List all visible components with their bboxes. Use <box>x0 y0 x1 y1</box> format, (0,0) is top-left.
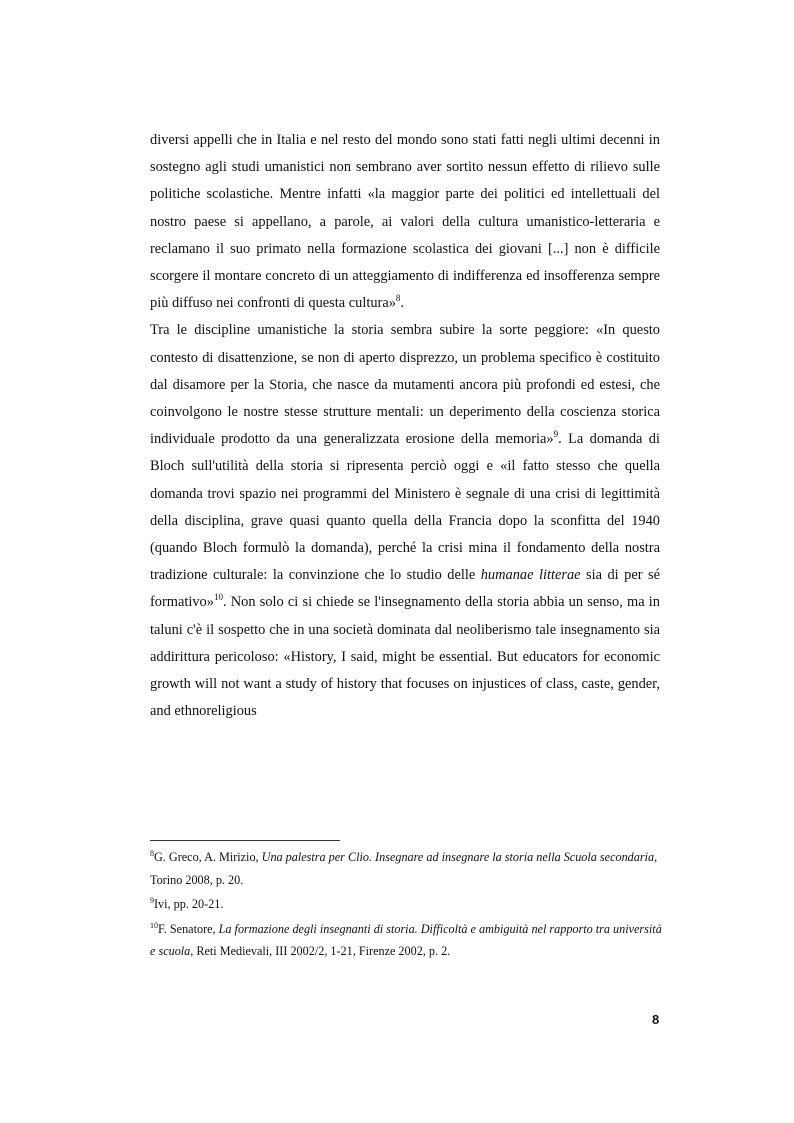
footnote-8 <box>150 846 662 891</box>
footnote-number: 8 <box>150 848 154 858</box>
paragraph-2 <box>150 317 660 725</box>
footnote-ref-10[interactable]: 10 <box>213 592 223 603</box>
footnote-number: 9 <box>150 895 154 905</box>
footnote-ref-9[interactable]: 9 <box>553 429 559 440</box>
paragraph-1-text: diversi appelli che in Italia e nel resto del mondo sono stati fatti negli ultimi decenni in sostegno agli studi umanistici non sembrano aver sortito nessun effetto di rilievo sulle politiche scolastiche. Mentre infatti «la maggior parte dei politici ed intellettuali del nostro paese si appellano, a parole, ai valori della cultura umanistico-letteraria e reclamano il suo primato nella formazione scolastica dei giovani [...] non è difficile scorgere il montare concreto di un atteggiamento di indifferenza ed insofferenza sempre più diffuso nei confronti di questa cultura» <box>150 132 660 312</box>
footnote-separator <box>150 840 340 841</box>
page-number: 8 <box>652 1012 660 1027</box>
footnote-text-end: Reti Medievali, III 2002/2, 1-21, Firenze 2002, p. 2. <box>193 944 451 958</box>
paragraph-2-italic: humanae litterae <box>480 567 581 584</box>
footnote-9 <box>150 893 662 916</box>
body-text <box>150 127 660 725</box>
paragraph-2-text-a: Tra le discipline umanistiche la storia sembra subire la sorte peggiore: «In questo contesto di disattenzione, se non di aperto disprezzo, un problema specifico è costituito dal disamore per la Storia, che nasce da mutamenti ancora più profondi ed estesi, che coinvolgono le nostre stesse strutture mentali: un deperimento della coscienza storica individuale prodotto da una generalizzata erosione della memoria» <box>150 322 660 448</box>
footnote-title: La formazione degli insegnanti di storia. Difficoltà e ambiguità nel rapporto tra università e scuola, <box>150 921 662 958</box>
footnote-text: G. Greco, A. Mirizio, <box>154 850 262 864</box>
footnote-text-end: , Torino 2008, p. 20. <box>150 850 658 887</box>
footnotes <box>150 846 662 965</box>
footnote-text: F. Senatore, <box>158 921 219 936</box>
paragraph-2-text-c: sia di per sé formativo» <box>150 567 661 611</box>
footnote-ref-8[interactable]: 8 <box>395 293 401 304</box>
footnote-number: 10 <box>150 920 158 930</box>
footnote-10 <box>150 918 662 963</box>
paragraph-1-end: . <box>400 295 405 312</box>
paragraph-2-text-d: . Non solo ci si chiede se l'insegnamento della storia abbia un senso, ma in taluni c'è il sospetto che in una società dominata dal neoliberismo tale insegnamento sia addirittura pericoloso: «History, I said, might be essential. But educators for economic growth will not want a study of history that focuses on injustices of class, caste, gender, and ethnoreligious <box>150 594 660 720</box>
footnote-text: Ivi, pp. 20-21. <box>154 897 224 911</box>
paragraph-1 <box>150 127 660 317</box>
paragraph-2-text-b: . La domanda di Bloch sull'utilità della storia si ripresenta perciò oggi e «il fatto stesso che quella domanda trovi spazio nei programmi del Ministero è segnale di una crisi di legittimità della disciplina, grave quasi quanto quella della Francia dopo la sconfitta del 1940 (quando Bloch formulò la domanda), perché la crisi mina il fondamento della nostra tradizione culturale: la convinzione che lo studio delle <box>150 431 660 584</box>
footnote-title: Una palestra per Clio. Insegnare ad insegnare la storia nella Scuola secondaria <box>261 850 655 864</box>
